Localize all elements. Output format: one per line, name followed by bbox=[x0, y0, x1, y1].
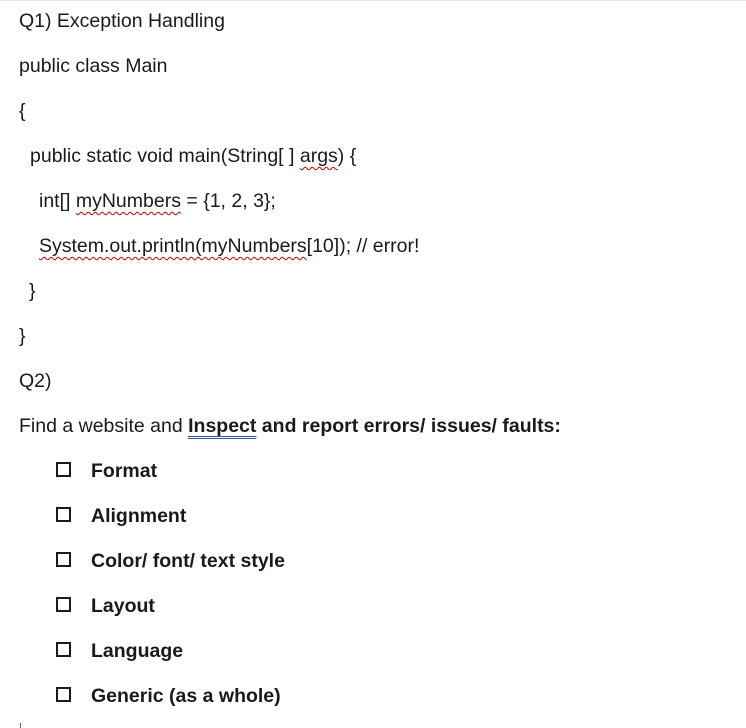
checklist-label: Format bbox=[91, 460, 158, 482]
checklist-item-alignment bbox=[56, 501, 186, 531]
checkbox-icon bbox=[56, 687, 71, 702]
code-main-prefix: public static void main(String[ ] bbox=[30, 145, 300, 167]
page-margin-tick bbox=[20, 723, 21, 728]
checklist-item-color-font-text-style bbox=[56, 546, 285, 576]
checkbox-icon bbox=[56, 552, 71, 567]
code-main-args: args bbox=[299, 145, 338, 167]
q2-instruction-prefix: Find a website and bbox=[19, 415, 189, 437]
code-array-var: myNumbers bbox=[75, 190, 181, 212]
checklist-label: Layout bbox=[91, 595, 155, 617]
checkbox-icon bbox=[56, 462, 71, 477]
q2-instruction bbox=[19, 411, 561, 441]
checklist-label: Generic (as a whole) bbox=[91, 685, 281, 707]
checklist-item-format bbox=[56, 456, 157, 486]
q1-heading: Q1) Exception Handling bbox=[19, 10, 225, 32]
code-main-method bbox=[30, 141, 356, 171]
checklist-label: Color/ font/ text style bbox=[91, 550, 285, 572]
q2-instruction-suffix: and report errors/ issues/ faults: bbox=[256, 415, 561, 437]
q2-instruction-emphasis: Inspect bbox=[188, 415, 257, 437]
checkbox-icon bbox=[56, 597, 71, 612]
checkbox-icon bbox=[56, 642, 71, 657]
code-array-prefix: int[] bbox=[39, 190, 76, 212]
code-close-class-brace: } bbox=[19, 325, 26, 347]
code-class-declaration: public class Main bbox=[19, 55, 168, 77]
q2-heading: Q2) bbox=[19, 370, 52, 392]
code-array-declaration bbox=[39, 186, 276, 216]
code-print-call: System.out.println(myNumbers bbox=[39, 235, 307, 257]
code-print-statement bbox=[39, 231, 419, 261]
code-close-method-brace: } bbox=[29, 280, 36, 302]
code-print-suffix: [10]); // error! bbox=[306, 235, 420, 257]
checklist-label: Language bbox=[91, 640, 184, 662]
checkbox-icon bbox=[56, 507, 71, 522]
checklist-label: Alignment bbox=[91, 505, 187, 527]
checklist-item-layout bbox=[56, 591, 155, 621]
code-open-brace: { bbox=[19, 100, 26, 122]
code-main-suffix: ) { bbox=[337, 145, 357, 167]
page-top-border bbox=[0, 0, 746, 1]
checklist-item-generic bbox=[56, 681, 281, 711]
code-array-suffix: = {1, 2, 3}; bbox=[180, 190, 276, 212]
checklist-item-language bbox=[56, 636, 183, 666]
